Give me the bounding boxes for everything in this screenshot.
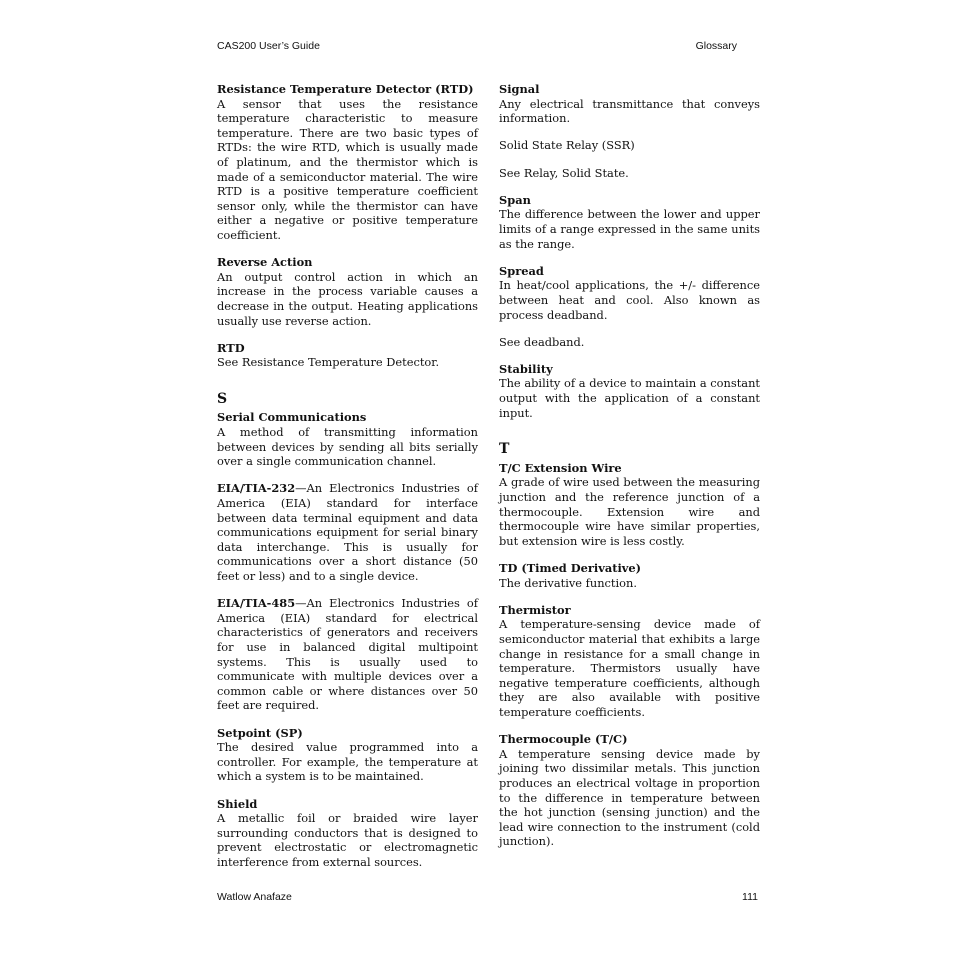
glossary-definition bbox=[217, 481, 478, 583]
glossary-term: Signal bbox=[499, 82, 540, 96]
section-heading-s: S bbox=[217, 390, 228, 407]
glossary-term: Reverse Action bbox=[217, 255, 313, 270]
footer-publisher: Watlow Anafaze bbox=[217, 891, 292, 903]
running-header-title: CAS200 User’s Guide bbox=[217, 40, 320, 52]
glossary-definition: The difference between the lower and upper limits of a range expressed in the same units as the range. bbox=[499, 207, 760, 251]
glossary-entry-ssr bbox=[499, 138, 760, 153]
glossary-entry-stability bbox=[499, 362, 760, 420]
glossary-definition: The ability of a device to maintain a constant output with the application of a constant input. bbox=[499, 376, 760, 420]
glossary-definition-text: —An Electronics Industries of America (EIA) standard for interface between data terminal equipment and data communications equipment for serial binary data interchange. This is usually for communications over a short distance (50 feet or less) and to a single device. bbox=[217, 481, 478, 583]
running-header-section: Glossary bbox=[695, 40, 737, 52]
glossary-definition: Solid State Relay (SSR) bbox=[499, 138, 635, 153]
glossary-term: Setpoint (SP) bbox=[217, 725, 303, 740]
page-number: 111 bbox=[742, 891, 758, 903]
glossary-term: EIA/TIA-485 bbox=[217, 596, 296, 611]
glossary-entry-eia-232 bbox=[217, 481, 478, 583]
glossary-cross-reference: See deadband. bbox=[499, 334, 585, 349]
glossary-entry-eia-485 bbox=[217, 596, 478, 713]
glossary-entry-td bbox=[499, 561, 760, 590]
glossary-term: Shield bbox=[217, 796, 258, 811]
glossary-term: Resistance Temperature Detector (RTD) bbox=[217, 82, 474, 96]
glossary-term: RTD bbox=[217, 340, 245, 355]
glossary-entry-reverse-action bbox=[217, 255, 478, 328]
glossary-term: Thermistor bbox=[499, 602, 571, 617]
glossary-definition: A sensor that uses the resistance temperature characteristic to measure temperature. There are two basic types of RTDs: the wire RTD, which is usually made of platinum, and the thermistor which is made of a semiconductor material. The wire RTD is a positive temperature coefficient sensor only, while the thermistor can have either a negative or positive temperature coefficient. bbox=[217, 96, 478, 242]
glossary-definition bbox=[217, 596, 478, 713]
glossary-entry-spread bbox=[499, 264, 760, 322]
glossary-term: Span bbox=[499, 192, 531, 207]
glossary-definition: The derivative function. bbox=[499, 575, 637, 590]
glossary-definition: A metallic foil or braided wire layer surrounding conductors that is designed to prevent electrostatic or electromagnetic interference from external sources. bbox=[217, 811, 478, 869]
glossary-definition-text: —An Electronics Industries of America (EIA) standard for electrical characteristics of generators and receivers for use in balanced digital multipoint systems. This is usually used to communicate with multiple devices over a common cable or where distances over 50 feet are required. bbox=[217, 596, 478, 713]
glossary-definition: Any electrical transmittance that conveys information. bbox=[499, 96, 760, 126]
glossary-left-column bbox=[217, 82, 478, 882]
glossary-entry-ssr-see bbox=[499, 166, 760, 181]
glossary-entry-thermocouple bbox=[499, 732, 760, 849]
glossary-definition: A method of transmitting information between devices by sending all bits serially over a single communication channel. bbox=[217, 425, 478, 469]
glossary-definition: The desired value programmed into a controller. For example, the temperature at which a system is to be maintained. bbox=[217, 740, 478, 784]
glossary-term: T/C Extension Wire bbox=[499, 460, 622, 475]
glossary-term: Stability bbox=[499, 361, 553, 376]
glossary-term: Thermocouple (T/C) bbox=[499, 732, 628, 747]
glossary-entry-thermistor bbox=[499, 603, 760, 720]
glossary-definition: See Resistance Temperature Detector. bbox=[217, 355, 440, 370]
glossary-right-column bbox=[499, 82, 760, 861]
glossary-definition: A temperature-sensing device made of semiconductor material that exhibits a large change in resistance for a small change in temperature. Thermistors usually have negative temperature coefficients, although they are also available with positive temperature coefficients. bbox=[499, 617, 760, 719]
glossary-entry-rtd bbox=[217, 341, 478, 370]
glossary-entry-serial-communications bbox=[217, 410, 478, 468]
glossary-entry-setpoint bbox=[217, 726, 478, 784]
glossary-cross-reference: See Relay, Solid State. bbox=[499, 165, 629, 180]
glossary-entry-signal bbox=[499, 82, 760, 126]
glossary-definition: A temperature sensing device made by joining two dissimilar metals. This junction produces an electrical voltage in proportion to the difference in temperature between the hot junction (sensing junction) and the lead wire connection to the instrument (cold junction). bbox=[499, 746, 760, 849]
glossary-definition: In heat/cool applications, the +/- difference between heat and cool. Also known as process deadband. bbox=[499, 278, 760, 322]
glossary-term: EIA/TIA-232 bbox=[217, 481, 296, 496]
glossary-entry-tc-extension-wire bbox=[499, 461, 760, 549]
glossary-definition: An output control action in which an increase in the process variable causes a decrease in the output. Heating applications usually use reverse action. bbox=[217, 269, 478, 328]
section-heading-t: T bbox=[499, 441, 510, 458]
glossary-term: Serial Communications bbox=[217, 410, 367, 425]
glossary-term: TD (Timed Derivative) bbox=[499, 561, 642, 575]
glossary-entry-span bbox=[499, 193, 760, 251]
glossary-entry-rtd-full bbox=[217, 82, 478, 243]
glossary-term: Spread bbox=[499, 263, 544, 278]
glossary-entry-shield bbox=[217, 797, 478, 870]
glossary-definition: A grade of wire used between the measuring junction and the reference junction of a thermocouple. Extension wire and thermocouple wire have similar properties, but extension wire is less costly. bbox=[499, 475, 760, 548]
glossary-entry-spread-see bbox=[499, 335, 760, 350]
